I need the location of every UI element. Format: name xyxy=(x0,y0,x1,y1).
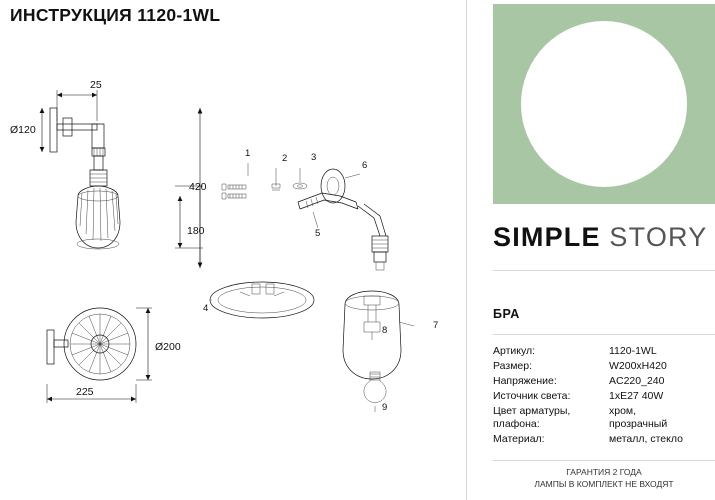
spec-label-size: Размер: xyxy=(493,360,533,372)
part-number-3: 3 xyxy=(311,152,317,163)
spec-value-material: металл, стекло xyxy=(609,433,683,445)
spec-value-voltage: AC220_240 xyxy=(609,375,665,387)
part-number-5: 5 xyxy=(315,228,321,239)
part-number-4: 4 xyxy=(203,303,209,314)
part-number-9: 9 xyxy=(382,402,388,413)
part-number-1: 1 xyxy=(245,148,251,159)
spec-label-light-source: Источник света: xyxy=(493,390,571,402)
spec-label-material: Материал: xyxy=(493,433,545,445)
spec-row-light-source xyxy=(493,390,715,403)
spec-value-color xyxy=(609,405,715,431)
spec-row-article xyxy=(493,345,715,358)
spec-label-voltage: Напряжение: xyxy=(493,375,557,387)
part-number-7: 7 xyxy=(433,320,439,331)
page-title: ИНСТРУКЦИЯ 1120-1WL xyxy=(10,5,221,25)
dimension-label-shade-diameter: Ø200 xyxy=(155,341,181,353)
spec-value-light-source: 1xE27 40W xyxy=(609,390,664,402)
spec-label-color: Цвет арматуры, плафона: xyxy=(493,405,571,430)
brand-name-primary: SIMPLE xyxy=(493,222,601,252)
warranty-note: ГАРАНТИЯ 2 ГОДА xyxy=(566,467,642,477)
part-number-6: 6 xyxy=(362,160,368,171)
brand-divider xyxy=(493,270,715,271)
part-number-8: 8 xyxy=(382,325,388,336)
spec-value-size: W200xH420 xyxy=(609,360,667,372)
lamp-disc-icon xyxy=(521,21,687,187)
spec-label-article: Артикул: xyxy=(493,345,536,357)
spec-row-color xyxy=(493,405,715,431)
dimension-label-backplate-diameter: Ø120 xyxy=(10,124,36,136)
product-hero-image xyxy=(493,4,715,204)
spec-value-color-main: хром, xyxy=(609,405,637,417)
spec-row-material xyxy=(493,433,715,446)
brand-logo xyxy=(493,222,707,253)
spec-value-color-sub: прозрачный xyxy=(609,418,668,430)
spec-row-size xyxy=(493,360,715,373)
spec-table xyxy=(493,345,715,448)
footer-divider xyxy=(493,460,715,461)
bulbs-note: ЛАМПЫ В КОМПЛЕКТ НЕ ВХОДЯТ xyxy=(534,479,674,489)
dimension-label-depth-top: 25 xyxy=(90,79,102,91)
brand-name-secondary: STORY xyxy=(609,222,708,252)
spec-value-article: 1120-1WL xyxy=(609,345,657,357)
product-category: БРА xyxy=(493,307,520,321)
footer-notes xyxy=(493,466,715,490)
dimension-label-shade-height: 180 xyxy=(187,225,205,237)
category-divider xyxy=(493,334,715,335)
product-info-panel xyxy=(466,0,715,500)
dimension-label-total-height: 420 xyxy=(189,181,207,193)
dimension-label-front-width: 225 xyxy=(76,386,94,398)
spec-row-voltage xyxy=(493,375,715,388)
part-number-2: 2 xyxy=(282,153,288,164)
